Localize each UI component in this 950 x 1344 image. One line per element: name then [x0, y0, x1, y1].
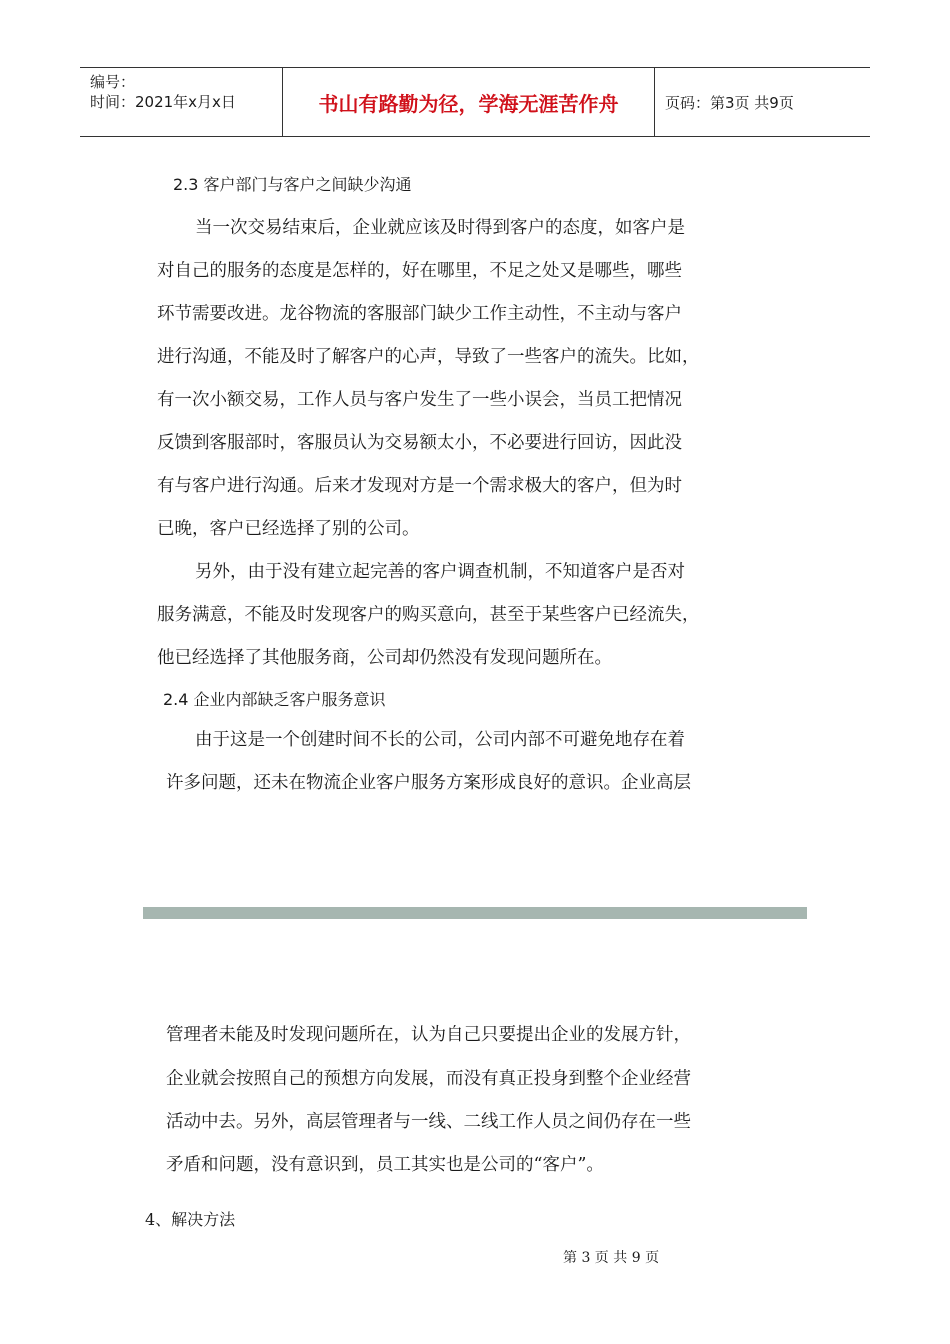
paragraph-line: 环节需要改进。龙谷物流的客服部门缺少工作主动性，不主动与客户 — [157, 304, 682, 324]
number-label: 编号： — [90, 73, 136, 91]
header-meta — [80, 68, 282, 136]
section-2-3-heading: 2.3 客户部门与客户之间缺少沟通 — [173, 175, 412, 194]
footer-page-number: 第 3 页 共 9 页 — [563, 1250, 660, 1266]
page-code: 页码：第3页 共9页 — [665, 93, 794, 112]
page-break-band — [143, 907, 807, 919]
paragraph-line: 有与客户进行沟通。后来才发现对方是一个需求极大的客户，但为时 — [157, 476, 682, 496]
time-label: 时间：2021年x月x日 — [90, 93, 236, 111]
paragraph-line: 有一次小额交易，工作人员与客户发生了一些小误会，当员工把情况 — [157, 390, 682, 410]
paragraph-line: 另外，由于没有建立起完善的客户调查机制，不知道客户是否对 — [195, 562, 685, 582]
section-4-heading: 4、解决方法 — [145, 1210, 236, 1229]
motto: 书山有路勤为径，学海无涯苦作舟 — [282, 68, 655, 136]
paragraph-line: 企业就会按照自己的预想方向发展，而没有真正投身到整个企业经营 — [166, 1069, 691, 1089]
paragraph-line: 已晚，客户已经选择了别的公司。 — [157, 519, 420, 539]
paragraph-line: 活动中去。另外，高层管理者与一线、二线工作人员之间仍存在一些 — [166, 1112, 691, 1132]
paragraph-line: 服务满意，不能及时发现客户的购买意向，甚至于某些客户已经流失， — [157, 605, 700, 625]
paragraph-line: 管理者未能及时发现问题所在，认为自己只要提出企业的发展方针， — [166, 1025, 691, 1045]
header-table — [80, 67, 870, 137]
paragraph-line: 他已经选择了其他服务商，公司却仍然没有发现问题所在。 — [157, 648, 612, 668]
paragraph-line: 由于这是一个创建时间不长的公司，公司内部不可避免地存在着 — [195, 730, 685, 750]
paragraph-line: 当一次交易结束后，企业就应该及时得到客户的态度，如客户是 — [195, 218, 685, 238]
paragraph-line: 许多问题，还未在物流企业客户服务方案形成良好的意识。企业高层 — [166, 773, 691, 793]
paragraph-line: 反馈到客服部时，客服员认为交易额太小，不必要进行回访，因此没 — [157, 433, 682, 453]
paragraph-line: 进行沟通，不能及时了解客户的心声，导致了一些客户的流失。比如， — [157, 347, 700, 367]
section-2-4-heading: 2.4 企业内部缺乏客户服务意识 — [163, 690, 386, 709]
paragraph-line: 矛盾和问题，没有意识到，员工其实也是公司的“客户”。 — [166, 1155, 604, 1175]
paragraph-line: 对自己的服务的态度是怎样的，好在哪里，不足之处又是哪些，哪些 — [157, 261, 682, 281]
